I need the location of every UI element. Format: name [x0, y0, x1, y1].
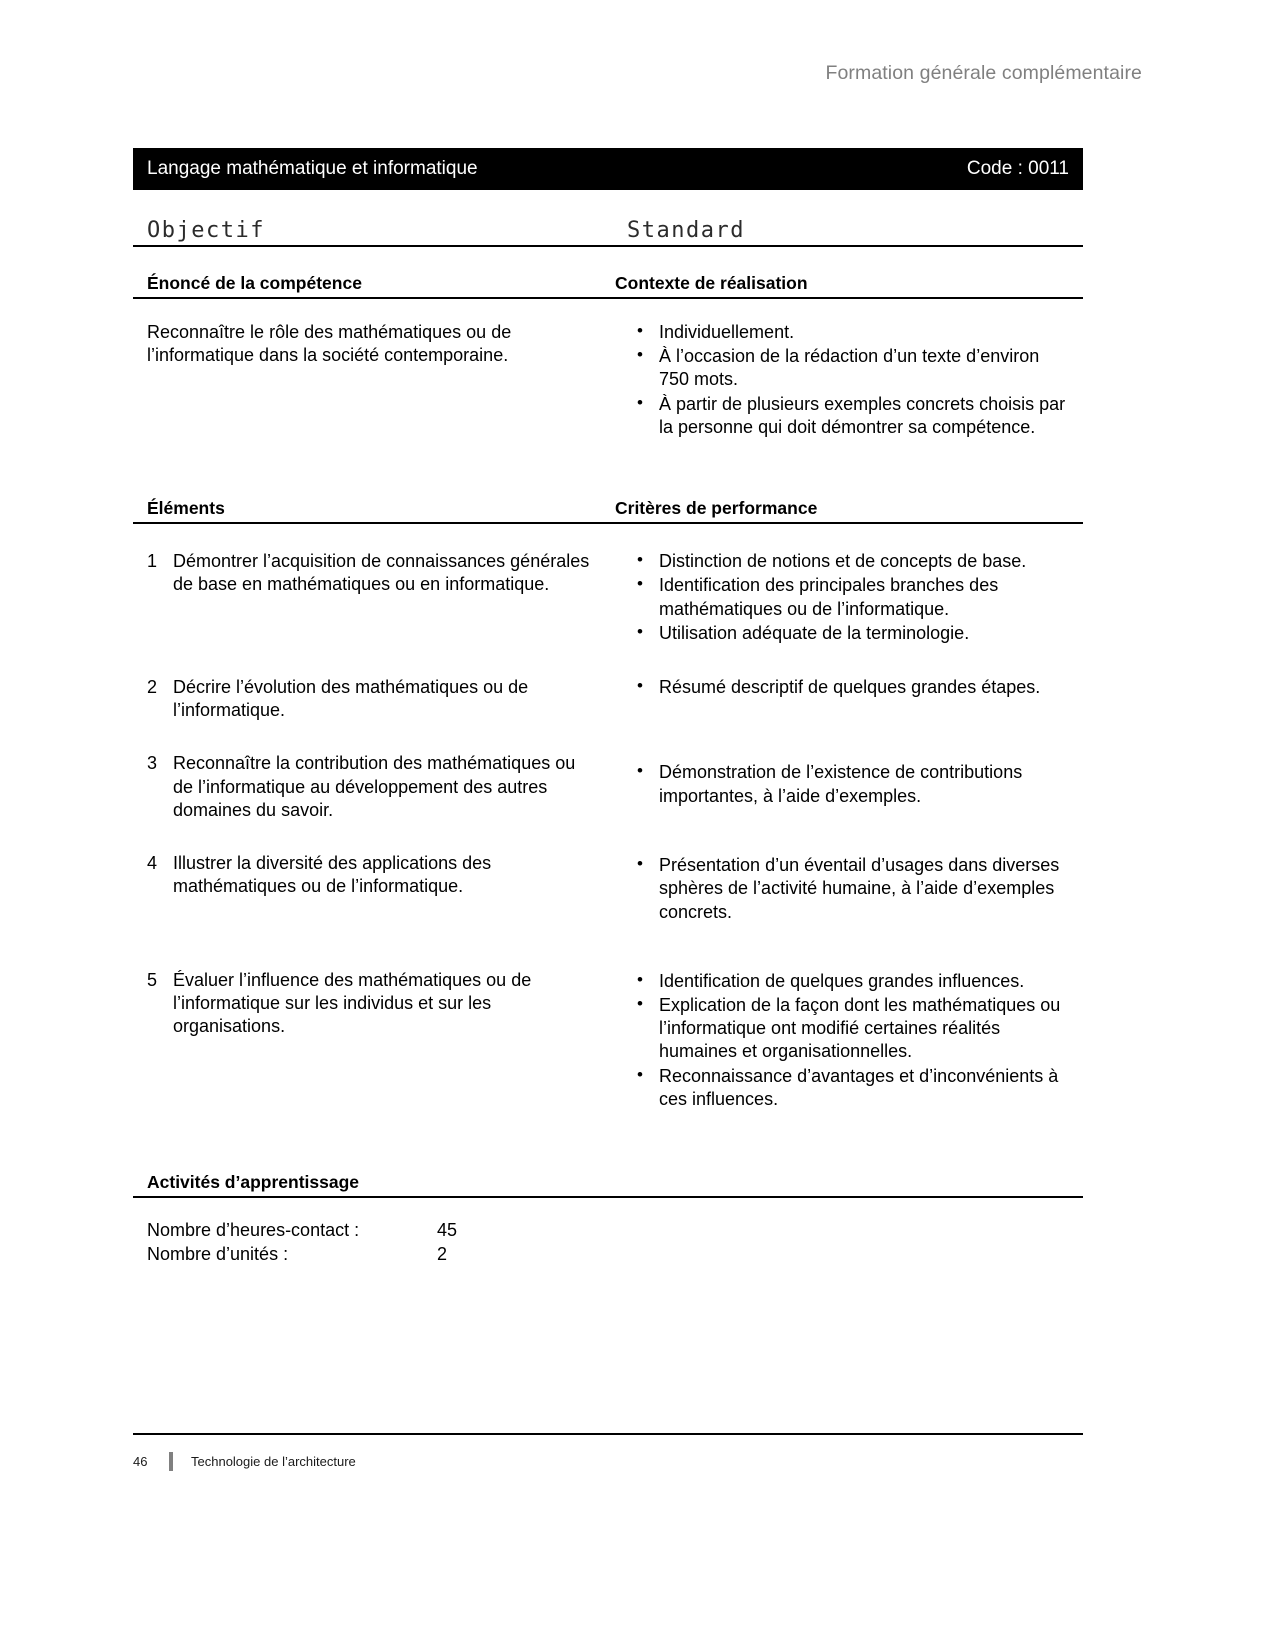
hours-label: Nombre d’heures-contact :: [147, 1220, 360, 1241]
content-frame: [133, 148, 1083, 1267]
standard-heading: Standard: [627, 218, 745, 243]
element-text: Illustrer la diversité des applications des mathématiques ou de l’informatique.: [173, 853, 492, 897]
program-name: Technologie de l’architecture: [191, 1454, 356, 1469]
list-item: • À l’occasion de la rédaction d’un texte d’environ 750 mots.: [637, 345, 1073, 391]
table-row: [147, 1242, 1083, 1266]
criteres-bullet-list-2: [615, 676, 1073, 699]
contexte-heading: Contexte de réalisation: [615, 273, 808, 293]
course-code: Code : 0011: [966, 158, 1069, 179]
document-header: Formation générale complémentaire: [825, 62, 1142, 84]
element-row-4: [133, 852, 1083, 925]
activites-header: [133, 1172, 1083, 1198]
list-item: • Individuellement.: [637, 321, 1073, 344]
elements-criteres-headers: [133, 498, 1083, 524]
course-title: Langage mathématique et informatique: [147, 158, 478, 179]
criteres-heading: Critères de performance: [615, 498, 818, 519]
objectif-heading: Objectif: [147, 218, 265, 243]
list-item: • À partir de plusieurs exemples concrets choisis par la personne qui doit démontrer sa compétence.: [637, 393, 1073, 439]
criteres-bullet-list-5: [615, 970, 1073, 1111]
element-row-1: [133, 550, 1083, 646]
footer-divider: [133, 1433, 1083, 1435]
list-item: • Identification de quelques grandes influences.: [637, 970, 1073, 993]
element-item: [147, 752, 593, 822]
units-label: Nombre d’unités :: [147, 1244, 289, 1265]
page-number: 46: [133, 1454, 148, 1469]
element-number: 1: [147, 551, 158, 572]
element-text: Démontrer l’acquisition de connaissances générales de base en mathématiques ou en informatique.: [173, 551, 590, 595]
list-item: • Distinction de notions et de concepts de base.: [637, 550, 1073, 573]
list-item: • Reconnaissance d’avantages et d’inconvénients à ces influences.: [637, 1065, 1073, 1111]
list-item: • Explication de la façon dont les mathématiques ou l’informatique ont modifié certaines réalités humaines et organisationnelles.: [637, 994, 1073, 1064]
criteres-bullet-list-4: [615, 854, 1073, 924]
units-value: 2: [437, 1244, 448, 1265]
list-item: • Résumé descriptif de quelques grandes étapes.: [637, 676, 1073, 699]
element-text: Reconnaître la contribution des mathématiques ou de l’informatique au développement des autres domaines du savoir.: [173, 753, 576, 820]
element-text: Décrire l’évolution des mathématiques ou de l’informatique.: [173, 676, 529, 721]
table-row: [147, 1218, 1083, 1242]
list-item: • Utilisation adéquate de la terminologie.: [637, 622, 1073, 645]
element-item: [147, 676, 593, 722]
competence-context-headers: [133, 273, 1083, 299]
competence-text: Reconnaître le rôle des mathématiques ou de l’informatique dans la société contemporaine.: [147, 322, 512, 366]
list-item: • Démonstration de l’existence de contributions importantes, à l’aide d’exemples.: [637, 761, 1073, 807]
page-footer: [133, 1452, 1083, 1471]
element-item: [147, 852, 593, 898]
course-title-bar: [133, 148, 1083, 190]
list-item: • Présentation d’un éventail d’usages dans diverses sphères de l’activité humaine, à l’aide d’exemples concrets.: [637, 854, 1073, 924]
criteres-bullet-list-3: [615, 761, 1073, 807]
element-item: [147, 969, 593, 1039]
elements-heading: Éléments: [147, 498, 225, 519]
footer-separator-bar: [169, 1452, 173, 1471]
element-number: 5: [147, 969, 158, 990]
element-number: 4: [147, 853, 158, 874]
element-row-5: [133, 969, 1083, 1112]
element-row-2: [133, 676, 1083, 722]
hours-value: 45: [437, 1220, 458, 1241]
element-item: [147, 550, 593, 596]
competence-heading: Énoncé de la compétence: [147, 273, 362, 293]
activites-heading: Activités d’apprentissage: [147, 1172, 360, 1193]
criteres-bullet-list-1: [615, 550, 1073, 645]
element-number: 2: [147, 676, 158, 697]
competence-context-body: [133, 321, 1083, 440]
element-number: 3: [147, 753, 158, 774]
element-row-3: [133, 752, 1083, 822]
activites-table: [133, 1218, 1083, 1267]
contexte-bullet-list: [615, 321, 1073, 439]
element-text: Évaluer l’influence des mathématiques ou de l’informatique sur les individus et sur les organisations.: [173, 969, 532, 1037]
objectif-standard-header: [133, 218, 1083, 247]
list-item: • Identification des principales branches des mathématiques ou de l’informatique.: [637, 574, 1073, 620]
